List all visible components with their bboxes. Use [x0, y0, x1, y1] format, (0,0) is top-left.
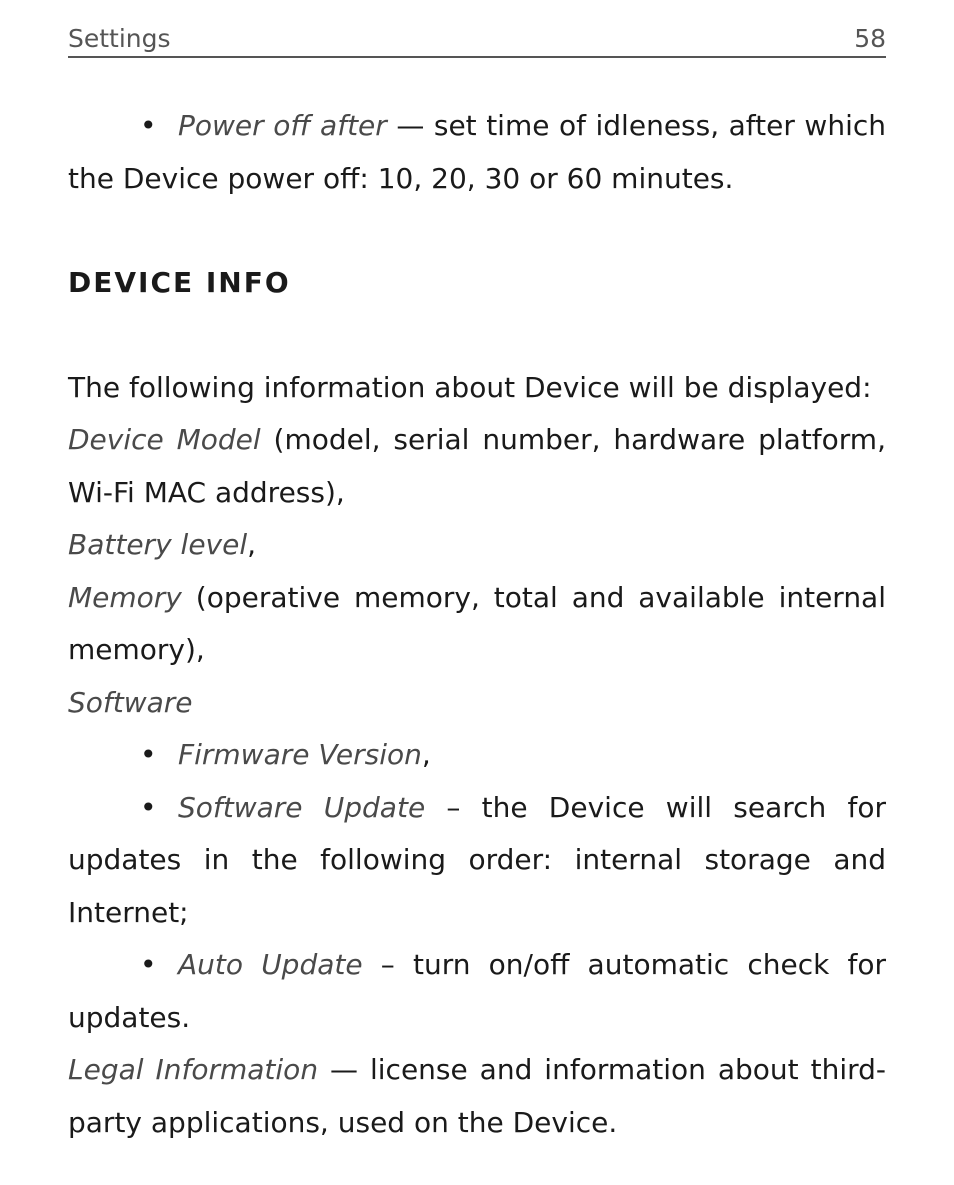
bullet-icon: • — [140, 790, 157, 824]
memory-term: Memory — [68, 580, 182, 614]
header-page-number: 58 — [854, 24, 886, 53]
software-item — [68, 677, 886, 730]
auto-update-term: Auto Update — [178, 948, 363, 981]
power-off-bullet — [68, 100, 886, 205]
software-update-bullet — [68, 782, 886, 940]
memory-item — [68, 572, 886, 677]
software-update-term: Software Update — [178, 790, 426, 824]
auto-update-text: – turn on/off automatic check for updates. — [68, 948, 886, 1034]
bullet-icon: • — [140, 738, 157, 771]
device-model-text: (model, serial number, hardware platform, Wi-Fi MAC address), — [68, 423, 886, 509]
bullet-icon: • — [140, 109, 157, 142]
software-term: Software — [68, 685, 193, 719]
battery-term: Battery level — [68, 528, 248, 561]
auto-update-bullet — [68, 939, 886, 1044]
software-update-text: – the Device will search for updates in the following order: internal storage and Internet; — [68, 790, 886, 929]
battery-text: , — [247, 528, 257, 561]
legal-item — [68, 1044, 886, 1149]
memory-text: (operative memory, total and available internal memory), — [68, 580, 886, 666]
page-header — [68, 22, 886, 58]
device-model-term: Device Model — [68, 423, 261, 456]
firmware-text: , — [421, 738, 431, 771]
section-heading: DEVICE INFO — [68, 266, 291, 299]
device-model-item — [68, 414, 886, 519]
legal-term: Legal Information — [68, 1053, 319, 1086]
device-info-intro: The following information about Device will be displayed: — [68, 370, 872, 404]
legal-text: — license and information about third-party applications, used on the Device. — [68, 1053, 887, 1139]
page-content — [68, 100, 886, 1149]
battery-item — [68, 519, 886, 572]
firmware-bullet — [68, 729, 886, 782]
power-off-text: — set time of idleness, after which the Device power off: 10, 20, 30 or 60 minutes. — [68, 109, 886, 195]
firmware-term: Firmware Version — [178, 738, 422, 771]
bullet-icon: • — [140, 948, 157, 981]
power-off-term: Power off after — [178, 109, 387, 142]
header-section-title: Settings — [68, 24, 171, 53]
